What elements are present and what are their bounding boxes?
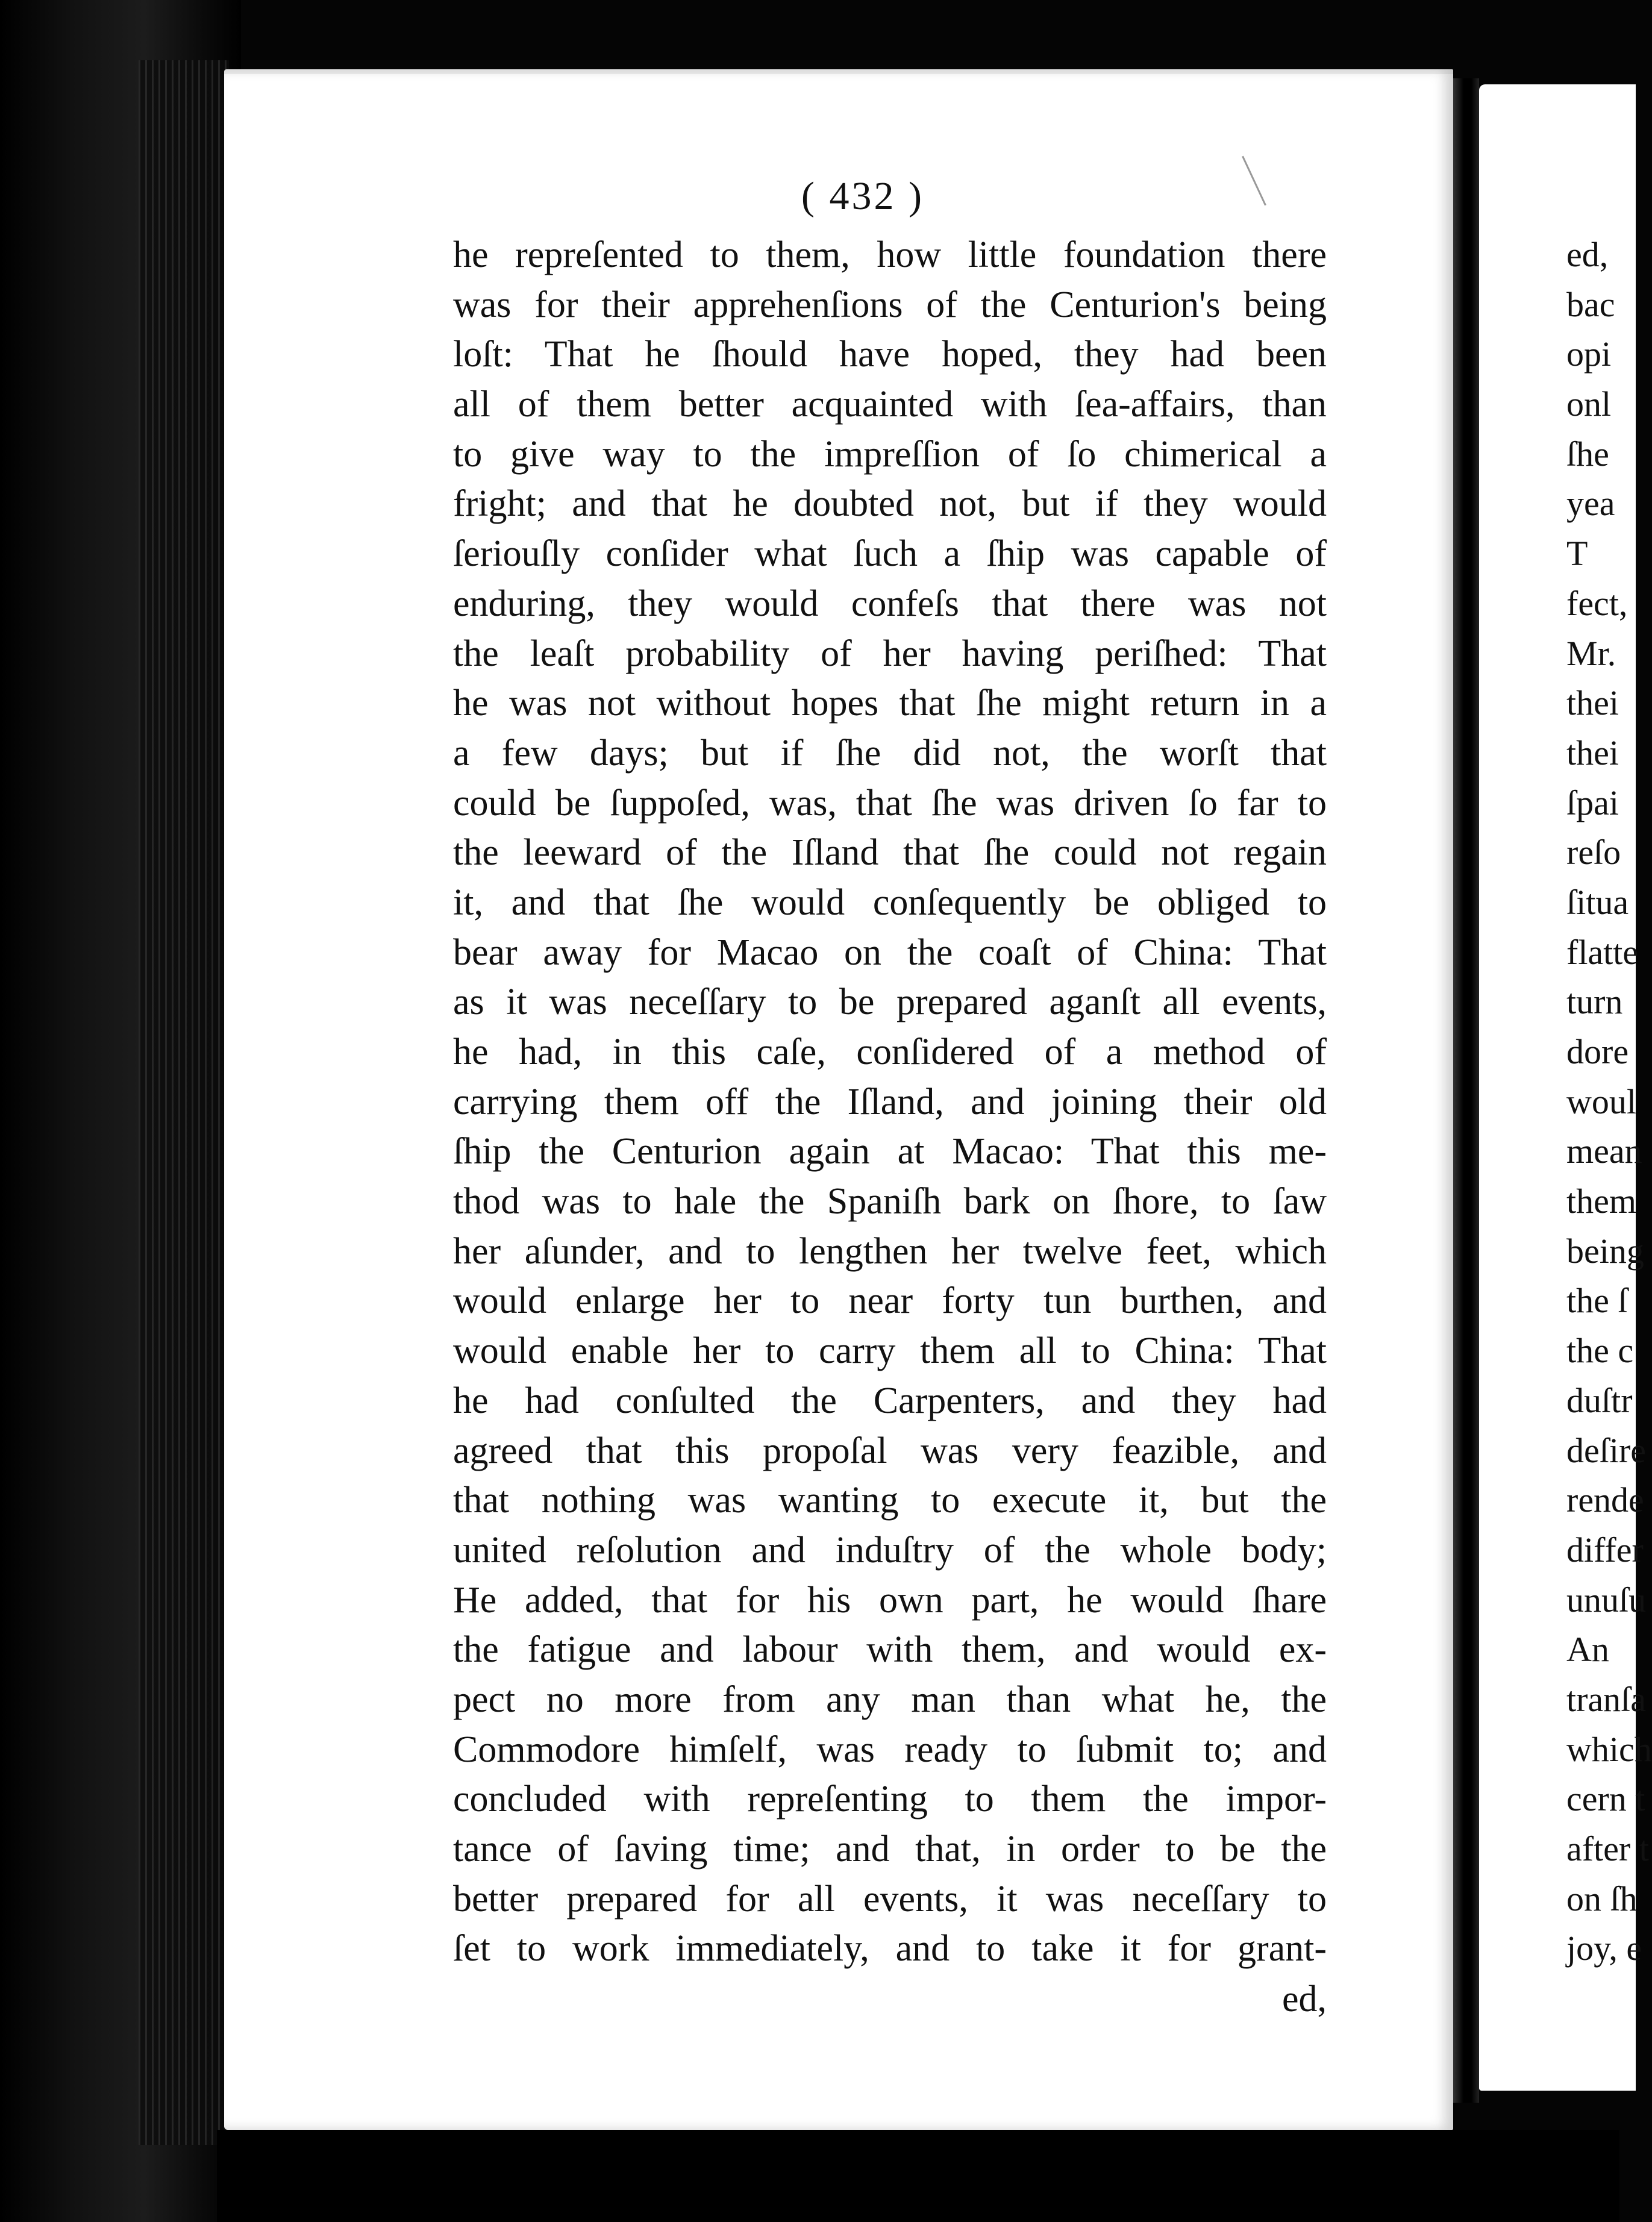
- catchword-block: [453, 1974, 1327, 2024]
- binding-edge-lines: [139, 60, 229, 2145]
- facing-text-line: joy, e: [1566, 1929, 1642, 1968]
- text-line: Commodore himſelf, was ready to ſubmit to; and: [453, 1729, 1327, 1770]
- facing-text-line: after t: [1566, 1829, 1649, 1868]
- page-shade: [224, 69, 1453, 74]
- text-line: he was not without hopes that ſhe might return in a: [453, 683, 1327, 724]
- facing-text-line: mean: [1566, 1131, 1642, 1171]
- facing-text-line: being: [1566, 1231, 1644, 1271]
- text-line: pect no more from any man than what he, the: [453, 1679, 1327, 1720]
- text-line: tance of ſaving time; and that, in order to be the: [453, 1829, 1327, 1870]
- facing-text-line: fect,: [1566, 583, 1628, 623]
- text-line: carrying them off the Iſland, and joining their old: [453, 1081, 1327, 1122]
- text-line: would enable her to carry them all to China: That: [453, 1330, 1327, 1372]
- facing-text-line: reſo: [1566, 833, 1621, 872]
- facing-text-line: the ſ: [1566, 1281, 1628, 1321]
- facing-text-line: turn: [1566, 982, 1623, 1022]
- text-line: ſeriouſly conſider what ſuch a ſhip was capable of: [453, 533, 1327, 575]
- facing-text-line: ſitua: [1566, 882, 1629, 922]
- text-line: united reſolution and induſtry of the whole body;: [453, 1529, 1327, 1571]
- page-text: [453, 230, 1327, 1974]
- facing-text-line: thei: [1566, 683, 1619, 723]
- facing-text-line: bac: [1566, 284, 1615, 324]
- scan-bottom-border: [217, 2130, 1619, 2222]
- text-line: he had, in this caſe, conſidered of a method of: [453, 1031, 1327, 1072]
- facing-text-line: on ſh: [1566, 1879, 1638, 1918]
- text-line: would enlarge her to near forty tun burthen, and: [453, 1280, 1327, 1322]
- text-line: all of them better acquainted with ſea-affairs, than: [453, 384, 1327, 425]
- text-line: better prepared for all events, it was neceſſary to: [453, 1878, 1327, 1920]
- facing-text-line: deſire: [1566, 1430, 1647, 1470]
- text-line: fright; and that he doubted not, but if they would: [453, 483, 1327, 525]
- facing-text-line: duſtr: [1566, 1380, 1633, 1420]
- facing-text-line: cern t: [1566, 1779, 1645, 1819]
- facing-text-line: tranſa: [1566, 1679, 1647, 1719]
- text-line: to give way to the impreſſion of ſo chimerical a: [453, 433, 1327, 475]
- facing-text-line: ſhe: [1566, 434, 1609, 474]
- facing-text-line: dore: [1566, 1032, 1629, 1071]
- text-line: enduring, they would confeſs that there was not: [453, 583, 1327, 624]
- facing-text-line: onl: [1566, 384, 1612, 424]
- text-line: he repreſented to them, how little foundation there: [453, 234, 1327, 275]
- text-line: a few days; but if ſhe did not, the worſt that: [453, 732, 1327, 774]
- text-line: it, and that ſhe would conſequently be obliged to: [453, 881, 1327, 923]
- facing-text-line: thei: [1566, 733, 1619, 772]
- page-gutter: [1453, 78, 1479, 2103]
- text-line: that nothing was wanting to execute it, but the: [453, 1480, 1327, 1521]
- facing-text-line: woul: [1566, 1081, 1636, 1121]
- text-line: could be ſuppoſed, was, that ſhe was driven ſo far to: [453, 782, 1327, 824]
- facing-text-line: which: [1566, 1729, 1652, 1769]
- text-line: was for their apprehenſions of the Centurion's being: [453, 284, 1327, 325]
- facing-text-line: ed,: [1566, 235, 1609, 274]
- facing-text-line: the c: [1566, 1331, 1634, 1371]
- text-line: the leaſt probability of her having periſhed: That: [453, 633, 1327, 674]
- facing-page-text: [1566, 230, 1651, 1974]
- facing-text-line: rende: [1566, 1480, 1644, 1520]
- text-line: the leeward of the Iſland that ſhe could not regain: [453, 832, 1327, 874]
- facing-text-line: opi: [1566, 334, 1612, 374]
- text-line: loſt: That he ſhould have hoped, they had been: [453, 334, 1327, 375]
- facing-text-line: Mr.: [1566, 633, 1616, 673]
- facing-text-line: differ: [1566, 1530, 1644, 1569]
- text-line: her aſunder, and to lengthen her twelve feet, which: [453, 1230, 1327, 1272]
- text-line: ſet to work immediately, and to take it for grant-: [453, 1928, 1327, 1970]
- text-line: as it was neceſſary to be prepared aganſt all events,: [453, 981, 1327, 1023]
- page-number: ( 432 ): [801, 174, 924, 218]
- text-line: agreed that this propoſal was very feazible, and: [453, 1430, 1327, 1471]
- text-line: concluded with repreſenting to them the impor-: [453, 1779, 1327, 1820]
- facing-text-line: unuſu: [1566, 1580, 1647, 1620]
- text-line: He added, that for his own part, he would ſhare: [453, 1579, 1327, 1621]
- facing-text-line: them: [1566, 1181, 1636, 1221]
- facing-text-line: flatte: [1566, 932, 1639, 972]
- facing-text-line: ſpai: [1566, 783, 1619, 822]
- facing-text-line: An: [1566, 1630, 1609, 1670]
- catchword: ed,: [1281, 1979, 1327, 2020]
- facing-text-line: yea: [1566, 484, 1615, 524]
- text-line: thod was to hale the Spaniſh bark on ſhore, to ſaw: [453, 1181, 1327, 1222]
- text-line: he had conſulted the Carpenters, and they had: [453, 1380, 1327, 1421]
- text-line: ſhip the Centurion again at Macao: That this me-: [453, 1131, 1327, 1172]
- text-line: bear away for Macao on the coaſt of China: That: [453, 931, 1327, 973]
- text-line: the fatigue and labour with them, and would ex-: [453, 1629, 1327, 1671]
- facing-text-line: T: [1566, 534, 1588, 574]
